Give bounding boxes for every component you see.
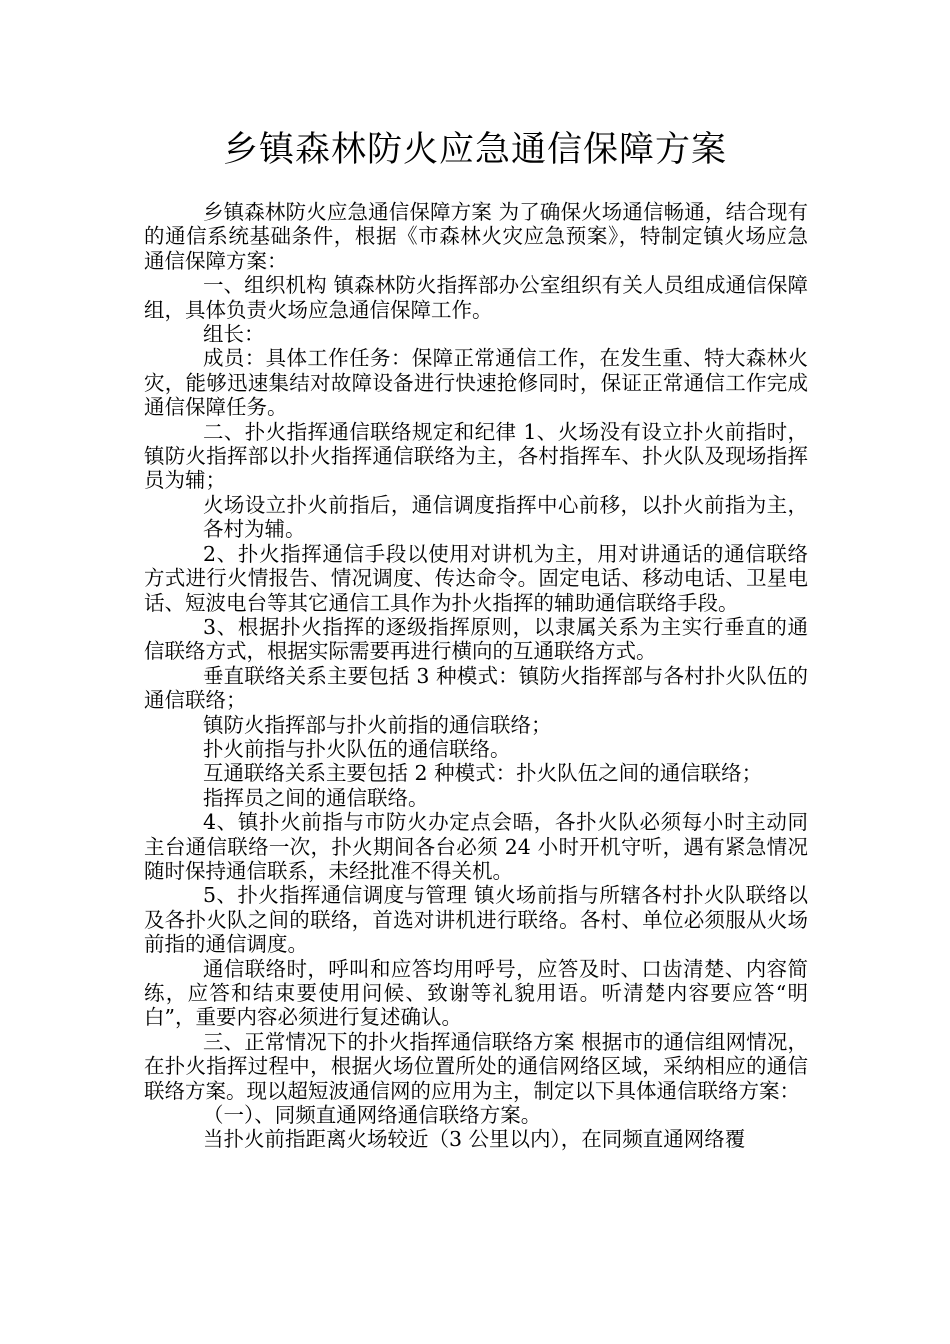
paragraph: 组长： (203, 322, 265, 347)
document-title: 乡镇森林防火应急通信保障方案 (222, 130, 727, 170)
paragraph: 成员：具体工作任务：保障正常通信工作，在发生重、特大森林火灾，能够迅速集结对故障设备进行快速抢修同时，保证正常通信工作完成通信保障任务。 (144, 346, 808, 420)
paragraph: 指挥员之间的通信联络。 (203, 785, 429, 810)
paragraph: 2、扑火指挥通信手段以使用对讲机为主，用对讲通话的通信联络方式进行火情报告、情况调度、传达命令。固定电话、移动电话、卫星电话、短波电台等其它通信工具作为扑火指挥的辅助通信联络手段。 (144, 541, 808, 615)
paragraph: 乡镇森林防火应急通信保障方案 为了确保火场通信畅通，结合现有的通信系统基础条件，根据《市森林火灾应急预案》，特制定镇火场应急通信保障方案： (144, 200, 808, 273)
paragraph: 垂直联络关系主要包括 3 种模式：镇防火指挥部与各村扑火队伍的通信联络； (144, 663, 808, 713)
document-body (144, 200, 808, 1152)
paragraph: 当扑火前指距离火场较近（3 公里以内），在同频直通网络覆 (203, 1127, 746, 1152)
paragraph: 镇防火指挥部与扑火前指的通信联络； (203, 712, 552, 737)
paragraph: 互通联络关系主要包括 2 种模式：扑火队伍之间的通信联络； (203, 761, 763, 786)
paragraph: 一、组织机构 镇森林防火指挥部办公室组织有关人员组成通信保障组，具体负责火场应急通信保障工作。 (144, 273, 808, 322)
paragraph: 火场设立扑火前指后，通信调度指挥中心前移，以扑火前指为主，各村为辅。 (203, 492, 808, 542)
paragraph: 3、根据扑火指挥的逐级指挥原则，以隶属关系为主实行垂直的通信联络方式，根据实际需要再进行横向的互通联络方式。 (144, 614, 808, 664)
paragraph: 通信联络时，呼叫和应答均用呼号，应答及时、口齿清楚、内容简练，应答和结束要使用问候、致谢等礼貌用语。听清楚内容要应答“明白”，重要内容必须进行复述确认。 (144, 956, 808, 1030)
paragraph: 二、扑火指挥通信联络规定和纪律 1、火场没有设立扑火前指时，镇防火指挥部以扑火指挥通信联络为主，各村指挥车、扑火队及现场指挥员为辅； (144, 419, 808, 493)
paragraph: （一）、同频直通网络通信联络方案。 (203, 1103, 542, 1128)
paragraph: 三、正常情况下的扑火指挥通信联络方案 根据市的通信组网情况，在扑火指挥过程中，根据火场位置所处的通信网络区域，采纳相应的通信联络方案。现以超短波通信网的应用为主，制定以下具体通信联络方案： (144, 1029, 808, 1103)
paragraph: 4、镇扑火前指与市防火办定点会晤，各扑火队必须每小时主动同主台通信联络一次，扑火期间各台必须 24 小时开机守听，遇有紧急情况随时保持通信联系，未经批准不得关机。 (144, 810, 808, 883)
paragraph: 5、扑火指挥通信调度与管理 镇火场前指与所辖各村扑火队联络以及各扑火队之间的联络，首选对讲机进行联络。各村、单位必须服从火场前指的通信调度。 (144, 883, 808, 957)
paragraph: 扑火前指与扑火队伍的通信联络。 (203, 736, 511, 761)
